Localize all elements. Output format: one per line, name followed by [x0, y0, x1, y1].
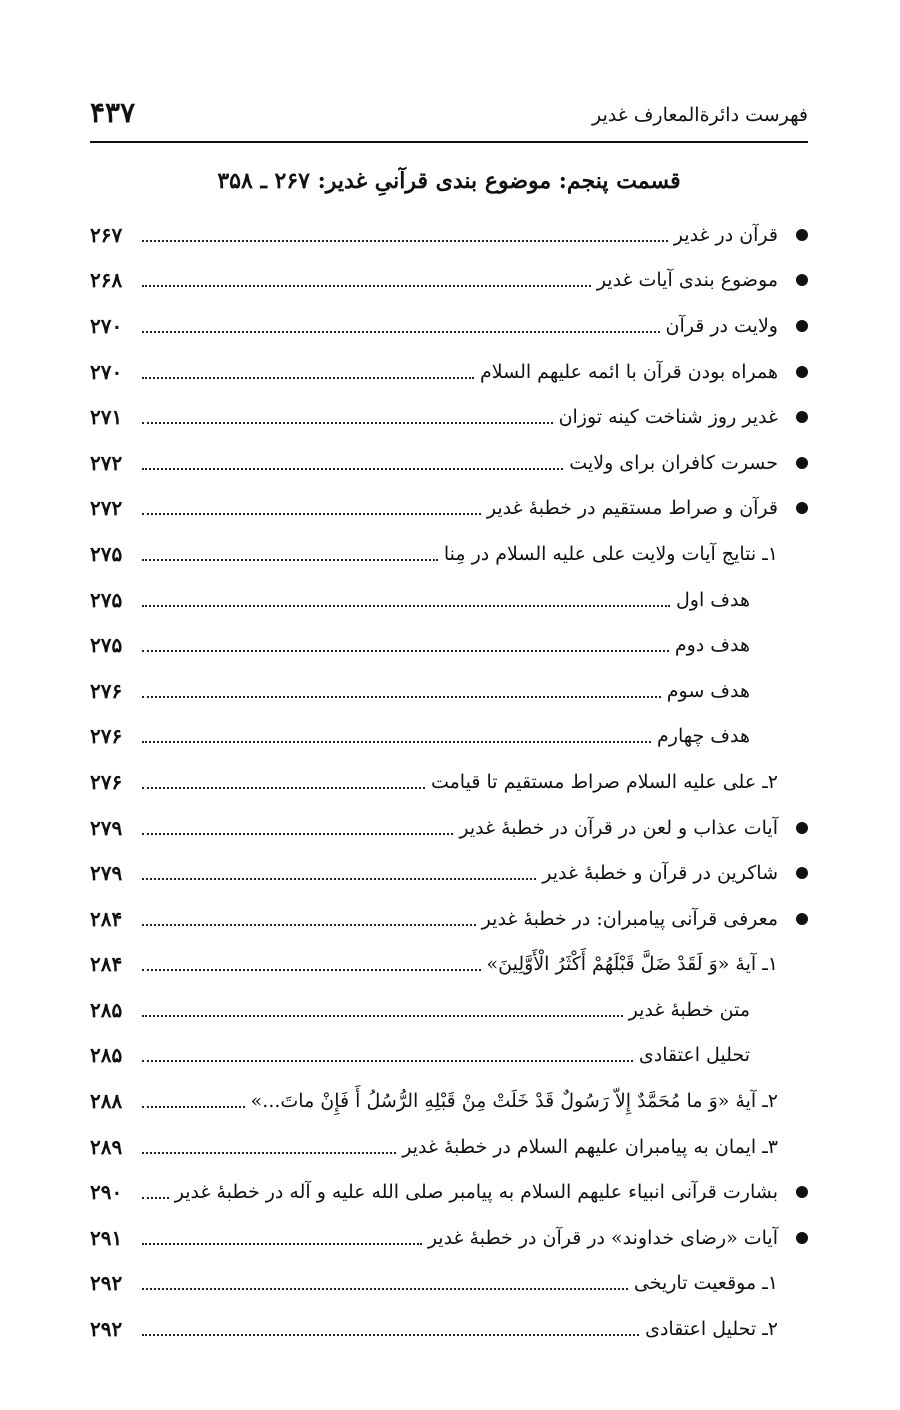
dot-leader [142, 924, 476, 926]
bullet-icon [778, 502, 808, 514]
dot-leader [142, 240, 668, 242]
toc-entry-text: هدف چهارم [657, 725, 750, 748]
toc-entry [90, 577, 808, 623]
toc-entry-text: غدیر روز شناخت کینه توزان [558, 406, 778, 429]
toc-entry-page: ۲۷۹ [90, 861, 123, 886]
toc-entry-text: همراه بودن قرآن با ائمه علیهم السلام [480, 360, 778, 383]
dot-leader [142, 1197, 169, 1199]
toc-entry [90, 622, 808, 668]
page-number: ۴۳۷ [90, 96, 136, 129]
toc-entry-text: هدف سوم [666, 679, 750, 702]
toc-entry-page: ۲۸۵ [90, 1043, 123, 1068]
toc-entry [90, 896, 808, 942]
bullet-icon [778, 867, 808, 879]
toc-entry-text: بشارت قرآنی انبیاء علیهم السلام به پیامبر صلی الله علیه و آله در خطبهٔ غدیر [174, 1181, 778, 1204]
toc-entry [90, 668, 808, 714]
section-title: قسمت پنجم: موضوع بندی قرآنیِ غدیر: ۲۶۷ ـ ۳۵۸ [217, 168, 681, 194]
toc-entry-page: ۲۷۰ [90, 359, 123, 384]
dot-leader [142, 331, 660, 333]
toc-entry-text: موضوع بندی آیات غدیر [596, 269, 778, 292]
toc-entry [90, 486, 808, 532]
toc-entry-text: ۲ـ تحلیل اعتقادی [645, 1318, 778, 1341]
toc-entry-page: ۲۶۷ [90, 222, 123, 247]
dot-leader [142, 1106, 245, 1108]
dot-leader [142, 285, 591, 287]
toc-entry [90, 714, 808, 760]
toc-entry [90, 531, 808, 577]
toc-entry-text: معرفی قرآنی پیامبران: در خطبهٔ غدیر [481, 907, 778, 930]
dot-leader [142, 1060, 633, 1062]
toc-entry [90, 394, 808, 440]
toc-entry [90, 1033, 808, 1079]
bullet-icon [778, 274, 808, 286]
toc-entry-page: ۲۷۵ [90, 541, 123, 566]
toc-entry-page: ۲۷۶ [90, 769, 123, 794]
toc-entry [90, 1261, 808, 1307]
dot-leader [142, 969, 481, 971]
dot-leader [142, 1243, 422, 1245]
dot-leader [142, 1152, 396, 1154]
toc-entry-text: هدف اول [676, 588, 750, 611]
bullet-icon [778, 366, 808, 378]
dot-leader [142, 833, 453, 835]
toc-entry-page: ۲۷۰ [90, 313, 123, 338]
dot-leader [142, 422, 553, 424]
toc-entry-text: ۳ـ ایمان به پیامبران علیهم السلام در خطبهٔ غدیر [402, 1135, 778, 1158]
bullet-icon [778, 822, 808, 834]
toc-entry-text: ۲ـ علی علیه السلام صراط مستقیم تا قیامت [430, 770, 778, 793]
bullet-icon [778, 457, 808, 469]
toc-entry-text: آیات عذاب و لعن در قرآن در خطبهٔ غدیر [459, 816, 778, 839]
toc-entry-page: ۲۹۰ [90, 1180, 123, 1205]
dot-leader [142, 741, 651, 743]
toc-entry-page: ۲۹۲ [90, 1317, 123, 1342]
dot-leader [142, 513, 481, 515]
dot-leader [142, 1288, 628, 1290]
toc-entry-page: ۲۸۵ [90, 997, 123, 1022]
toc-entry [90, 258, 808, 304]
dot-leader [142, 787, 425, 789]
dot-leader [142, 1015, 623, 1017]
toc-entry [90, 440, 808, 486]
dot-leader [142, 650, 669, 652]
toc-entry-page: ۲۸۹ [90, 1134, 123, 1159]
bullet-icon [778, 320, 808, 332]
toc-entry [90, 1169, 808, 1215]
dot-leader [142, 696, 661, 698]
toc-entry [90, 987, 808, 1033]
bullet-icon [778, 1186, 808, 1198]
toc-entry-text: تحلیل اعتقادی [638, 1044, 750, 1067]
toc-entry-page: ۲۷۲ [90, 450, 123, 475]
toc-entry-page: ۲۷۹ [90, 815, 123, 840]
toc-entry-page: ۲۷۶ [90, 724, 123, 749]
dot-leader [142, 1334, 639, 1336]
toc-entry-page: ۲۷۵ [90, 633, 123, 658]
table-of-contents [90, 212, 808, 1352]
toc-entry [90, 805, 808, 851]
toc-entry [90, 1124, 808, 1170]
toc-entry-text: متن خطبهٔ غدیر [628, 998, 750, 1021]
toc-entry-text: حسرت کافران برای ولایت [569, 451, 778, 474]
toc-entry-text: ۱ـ آیهٔ «وَ لَقَدْ ضَلَّ قَبْلَهُمْ أَکْثَرُ الْأَوَّلِینَ» [486, 953, 778, 976]
bullet-icon [778, 411, 808, 423]
toc-entry-text: ۱ـ موقعیت تاریخی [633, 1272, 778, 1295]
toc-entry [90, 759, 808, 805]
toc-entry-page: ۲۶۸ [90, 268, 123, 293]
toc-entry-text: قرآن در غدیر [673, 223, 778, 246]
toc-entry-page: ۲۸۸ [90, 1089, 123, 1114]
dot-leader [142, 377, 474, 379]
toc-entry-page: ۲۸۴ [90, 952, 123, 977]
toc-entry-page: ۲۷۵ [90, 587, 123, 612]
toc-entry-text: شاکرین در قرآن و خطبهٔ غدیر [542, 862, 778, 885]
dot-leader [142, 468, 563, 470]
toc-entry-text: هدف دوم [674, 634, 750, 657]
toc-entry [90, 303, 808, 349]
toc-entry-text: آیات «رضای خداوند» در قرآن در خطبهٔ غدیر [427, 1226, 778, 1249]
dot-leader [142, 605, 670, 607]
toc-entry [90, 942, 808, 988]
bullet-icon [778, 913, 808, 925]
toc-entry-text: قرآن و صراط مستقیم در خطبهٔ غدیر [486, 497, 778, 520]
dot-leader [142, 878, 536, 880]
running-title: فهرست دائرةالمعارف غدیر [591, 104, 808, 126]
toc-entry [90, 1306, 808, 1352]
toc-entry-page: ۲۸۴ [90, 906, 123, 931]
bullet-icon [778, 229, 808, 241]
toc-entry-page: ۲۷۶ [90, 678, 123, 703]
toc-entry-page: ۲۷۱ [90, 405, 123, 430]
toc-entry [90, 850, 808, 896]
page-header [90, 96, 808, 142]
dot-leader [142, 559, 438, 561]
bullet-icon [778, 1232, 808, 1244]
toc-entry [90, 349, 808, 395]
toc-entry-text: ۲ـ آیهٔ «وَ ما مُحَمَّدٌ إِلاّ رَسُولٌ قَدْ خَلَتْ مِنْ قَبْلِهِ الرُّسُلُ أَ فَإِنْ ماتَ...» [250, 1090, 778, 1113]
toc-entry [90, 1078, 808, 1124]
toc-entry-page: ۲۹۲ [90, 1271, 123, 1296]
toc-entry [90, 1215, 808, 1261]
toc-entry-text: ۱ـ نتایج آیات ولایت علی علیه السلام در مِنا [443, 542, 778, 565]
header-divider [90, 141, 808, 143]
toc-entry [90, 212, 808, 258]
toc-entry-page: ۲۷۲ [90, 496, 123, 521]
toc-entry-text: ولایت در قرآن [665, 314, 778, 337]
toc-entry-page: ۲۹۱ [90, 1225, 123, 1250]
